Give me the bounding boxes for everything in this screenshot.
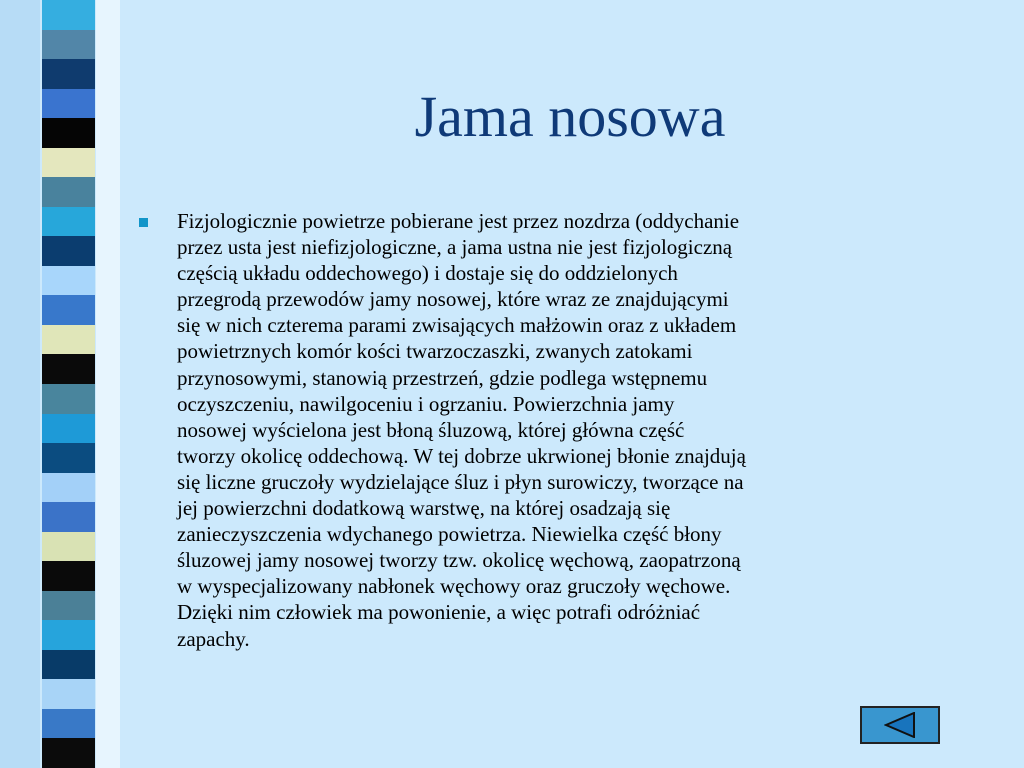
- stripe-block: [42, 473, 95, 503]
- stripe-block: [42, 443, 95, 473]
- previous-slide-button[interactable]: [860, 706, 940, 744]
- stripe-block: [42, 532, 95, 562]
- stripe-block: [42, 414, 95, 444]
- stripe-background-left: [0, 0, 40, 768]
- stripe-block: [42, 650, 95, 680]
- stripe-block: [42, 0, 95, 30]
- stripe-block: [42, 30, 95, 60]
- stripe-block: [42, 502, 95, 532]
- bullet-square-icon: [139, 218, 148, 227]
- bullet-paragraph: Fizjologicznie powietrze pobierane jest przez nozdrza (oddychanie przez usta jest niefizjologiczne, a jama ustna nie jest fizjologiczną częścią układu oddechowego) i dostaje się do oddzielonych przegrodą przewodów jamy nosowej, które wraz ze znajdującymi się w nich czterema parami zwisających małżowin oraz z układem powietrznych komór kości twarzoczaszki, zwanych zatokami przynosowymi, stanowią przestrzeń, gdzie podlega wstępnemu oczyszczeniu, nawilgoceniu i ogrzaniu. Powierzchnia jamy nosowej wyścielona jest błoną śluzową, której główna część tworzy okolicę oddechową. W tej dobrze ukrwionej błonie znajdują się liczne gruczoły wydzielające śluz i płyn surowiczy, tworzące na jej powierzchni dodatkową warstwę, na której osadzają się zanieczyszczenia wdychanego powietrza. Niewielka część błony śluzowej jamy nosowej tworzy tzw. okolicę węchową, zaopatrzoną w wyspecjalizowany nabłonek węchowy oraz gruczoły węchowe. Dzięki nim człowiek ma powonienie, a więc potrafi odróżniać zapachy.: [177, 209, 746, 651]
- triangle-left-icon: [884, 712, 916, 738]
- stripe-block: [42, 591, 95, 621]
- stripe-block: [42, 738, 95, 768]
- stripe-block: [42, 207, 95, 237]
- stripe-block: [42, 89, 95, 119]
- stripe-block: [42, 148, 95, 178]
- stripe-block: [42, 325, 95, 355]
- decorative-stripe-bar: [0, 0, 120, 768]
- stripe-block: [42, 236, 95, 266]
- stripe-block: [42, 59, 95, 89]
- stripe-block: [42, 295, 95, 325]
- slide-title: Jama nosowa: [414, 84, 726, 149]
- stripe-block: [42, 709, 95, 739]
- stripe-column: [42, 0, 95, 768]
- stripe-block: [42, 177, 95, 207]
- stripe-block: [42, 118, 95, 148]
- stripe-block: [42, 561, 95, 591]
- stripe-block: [42, 266, 95, 296]
- stripe-background-right: [96, 0, 120, 768]
- stripe-block: [42, 384, 95, 414]
- stripe-block: [42, 679, 95, 709]
- stripe-block: [42, 620, 95, 650]
- stripe-block: [42, 354, 95, 384]
